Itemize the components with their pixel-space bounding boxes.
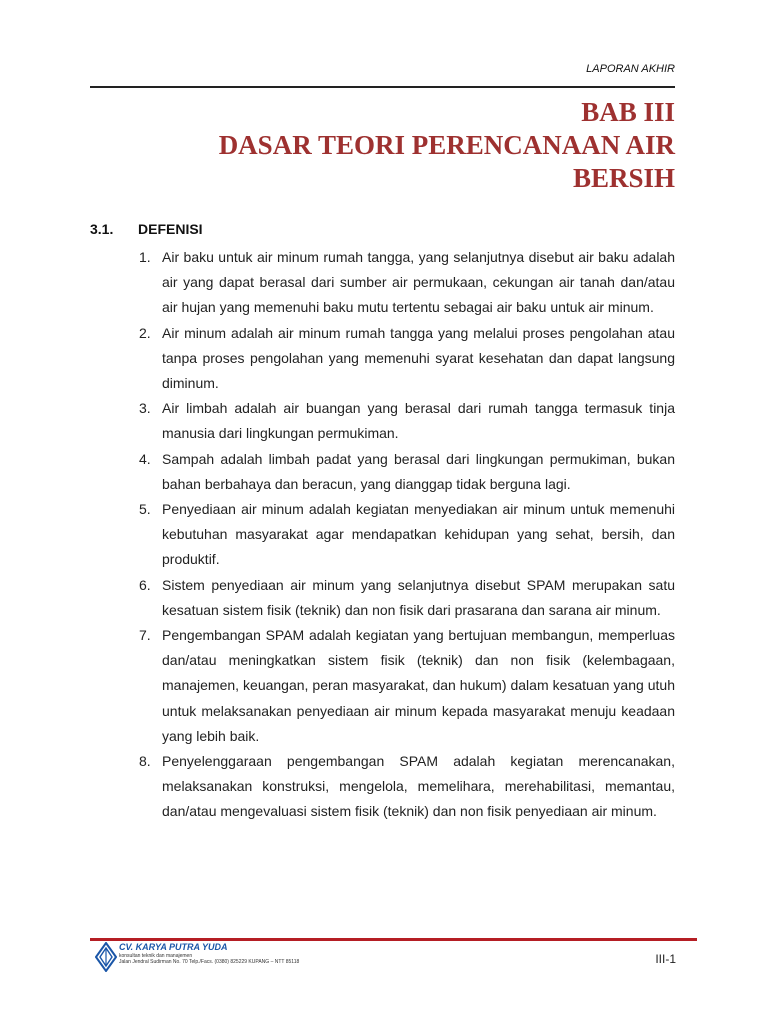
list-item-text: Air baku untuk air minum rumah tangga, yang selanjutnya disebut air baku adalah air yang dapat berasal dari sumber air permukaan, cekungan air tanah dan/atau air hujan yang memenuhi baku mutu tertentu sebagai air baku untuk air minum. bbox=[162, 249, 675, 316]
list-item-text: Pengembangan SPAM adalah kegiatan yang bertujuan membangun, memperluas dan/atau meningkatkan sistem fisik (teknik) dan non fisik (kelembagaan, manajemen, keuangan, peran masyarakat, dan hukum) dalam kesatuan yang utuh untuk melaksanakan penyediaan air minum kepada masyarakat menuju keadaan yang lebih baik. bbox=[162, 627, 675, 744]
chapter-title-line-2: BERSIH bbox=[572, 163, 675, 193]
company-logo bbox=[95, 942, 300, 976]
list-item bbox=[139, 573, 675, 623]
list-item-number: 8. bbox=[139, 753, 151, 770]
chapter-title bbox=[115, 96, 675, 195]
list-item bbox=[139, 245, 675, 321]
list-item-text: Penyediaan air minum adalah kegiatan menyediakan air minum untuk memenuhi kebutuhan masyarakat agar mendapatkan kehidupan yang sehat, bersih, dan produktif. bbox=[162, 501, 675, 568]
definition-list bbox=[139, 245, 675, 825]
list-item bbox=[139, 497, 675, 573]
list-item-number: 6. bbox=[139, 576, 151, 593]
list-item bbox=[139, 749, 675, 825]
report-header-label: LAPORAN AKHIR bbox=[586, 63, 675, 75]
list-item-number: 7. bbox=[139, 627, 151, 644]
list-item bbox=[139, 623, 675, 749]
section-number: 3.1. bbox=[90, 221, 114, 237]
list-item-number: 4. bbox=[139, 450, 151, 467]
list-item-text: Air minum adalah air minum rumah tangga yang melalui proses pengolahan atau tanpa proses pengolahan yang memenuhi syarat kesehatan dan dapat langsung diminum. bbox=[162, 324, 675, 392]
chapter-title-line-1: DASAR TEORI PERENCANAAN AIR bbox=[218, 130, 675, 160]
list-item bbox=[139, 396, 675, 446]
list-item-text: Air limbah adalah air buangan yang berasal dari rumah tangga termasuk tinja manusia dari lingkungan permukiman. bbox=[162, 400, 675, 442]
section-heading bbox=[90, 221, 203, 237]
company-address: Jalan Jendral Sudirman No. 70 Telp./Facs. (0380) 825229 KUPANG – NTT 85118 bbox=[119, 959, 300, 965]
page-number: III-1 bbox=[655, 952, 676, 966]
list-item-text: Sistem penyediaan air minum yang selanjutnya disebut SPAM merupakan satu kesatuan sistem fisik (teknik) dan non fisik dari prasarana dan sarana air minum. bbox=[162, 576, 675, 618]
diamond-logo-icon bbox=[95, 942, 117, 972]
list-item-text: Penyelenggaraan pengembangan SPAM adalah kegiatan merencanakan, melaksanakan konstruksi, mengelola, memelihara, merehabilitasi, memantau, dan/atau mengevaluasi sistem fisik (teknik) dan non fisik penyediaan air minum. bbox=[162, 753, 675, 820]
chapter-number: BAB III bbox=[581, 97, 675, 127]
list-item-number: 2. bbox=[139, 324, 151, 341]
company-tagline: konsultan teknik dan manajemen bbox=[119, 953, 193, 959]
header-divider bbox=[90, 86, 675, 88]
company-name: CV. KARYA PUTRA YUDA bbox=[119, 942, 228, 952]
list-item-number: 3. bbox=[139, 400, 151, 417]
footer-divider bbox=[90, 938, 697, 941]
section-title: DEFENISI bbox=[138, 221, 203, 237]
list-item-number: 5. bbox=[139, 501, 151, 518]
list-item bbox=[139, 447, 675, 497]
list-item-text: Sampah adalah limbah padat yang berasal dari lingkungan permukiman, bukan bahan berbahaya dan beracun, yang dianggap tidak berguna lagi. bbox=[162, 450, 675, 492]
list-item-number: 1. bbox=[139, 249, 151, 265]
list-item bbox=[139, 321, 675, 397]
